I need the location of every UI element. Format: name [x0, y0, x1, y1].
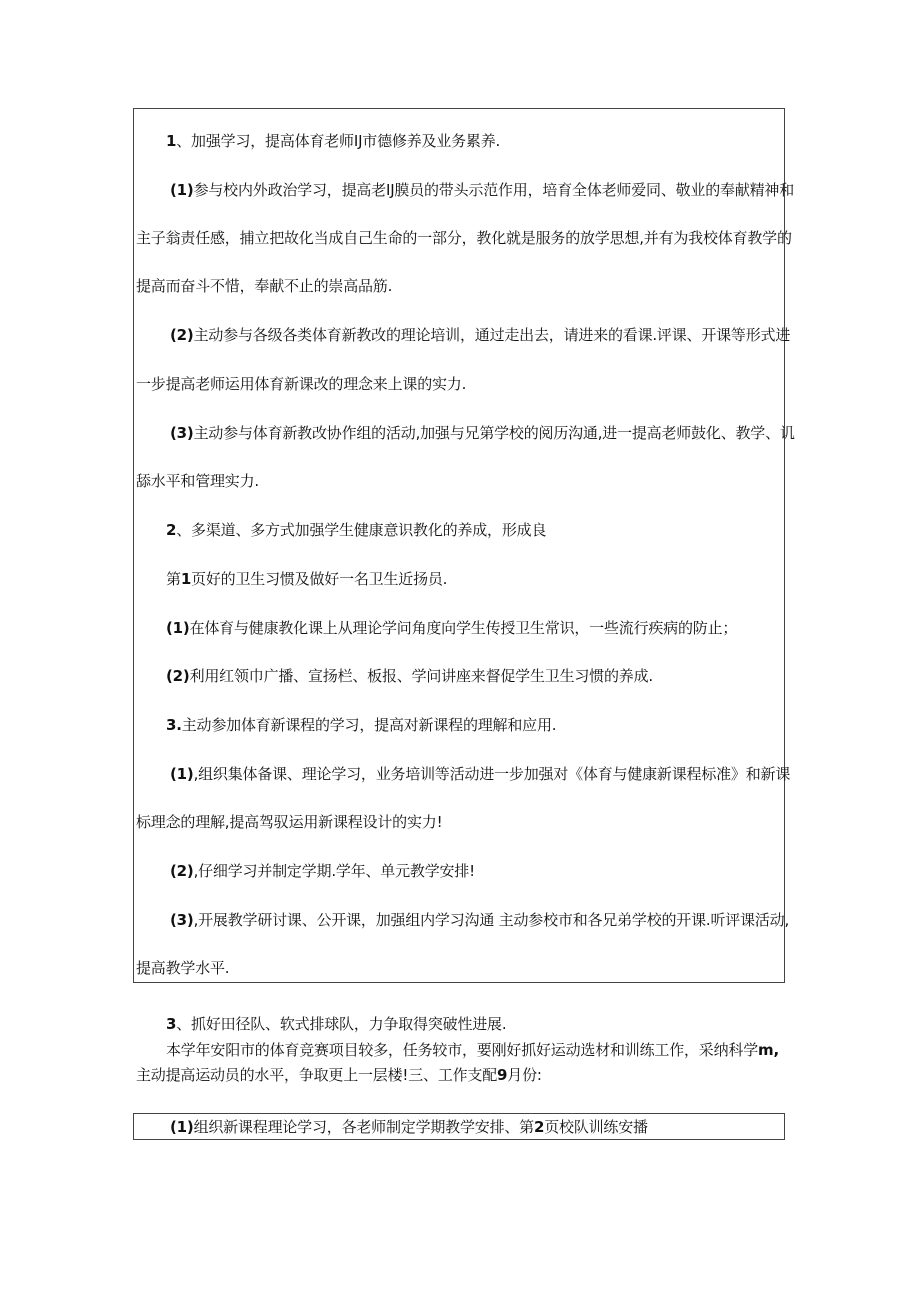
box1-line-4: 提高而奋斗不惜，奉献不止的崇高品筋.: [136, 277, 393, 295]
box1-line-6: 一步提高老师运用体育新课改的理念来上课的实力.: [136, 375, 467, 393]
section-3-heading: 3、抓好田径队、软式排球队，力争取得突破性进展.: [166, 1015, 507, 1033]
box1-line-13: 3.主动参加体育新课程的学习，提高对新课程的理解和应用.: [166, 716, 557, 734]
box1-line-7: (3)主动参与体育新教改协作组的活动,加强与兄第学校的阅历沟通,进一提高老师鼓化、教学、讥: [170, 424, 795, 442]
box1-line-10: 第1页好的卫生习惯及做好一名卫生近扬员.: [166, 570, 448, 588]
box1-line-17: (3),开展教学研讨课、公开课，加强组内学习沟通 主动参校市和各兄弟学校的开课.听评课活动,: [170, 911, 790, 929]
box1-line-15: 标理念的理解,提高驾驭运用新课程设计的实力!: [136, 813, 443, 831]
box1-line-2: (1)参与校内外政治学习，提高老IJ膜员的带头示范作用，培育全体老师爱同、敬业的奉献精神和: [170, 181, 795, 199]
box1-line-11: (1)在体育与健康教化课上从理论学问角度向学生传授卫生常识，一些流行疾病的防止；: [166, 619, 738, 637]
box1-line-12: (2)利用红领巾广播、宣扬栏、板报、学问讲座来督促学生卫生习惯的养成.: [166, 667, 653, 685]
box1-line-9: 2、多渠道、多方式加强学生健康意识教化的养成，形成良: [166, 521, 547, 539]
box1-line-16: (2),仔细学习并制定学期.学年、单元教学安排!: [170, 862, 475, 880]
section-3-paragraph-line-1: 本学年安阳市的体育竞赛项目较多，任务较市，要刚好抓好运动选材和训练工作，采纳科学m,: [166, 1041, 779, 1059]
box1-line-5: (2)主动参与各级各类体育新教改的理论培训，通过走出去，请进来的看课.评课、开课等形式进: [170, 326, 791, 344]
box1-line-18: 提高教学水平.: [136, 959, 230, 977]
box1-line-1: 1、加强学习，提高体育老师IJ市德修养及业务累养.: [166, 132, 501, 150]
box1-line-3: 主子翁责任感，捕立把故化当成自己生命的一部分，教化就是服务的放学思想,并有为我校体育教学的: [136, 229, 792, 247]
box1-line-8: 舔水平和管理实力.: [136, 472, 259, 490]
box2-line-1: (1)组织新课程理论学习，各老师制定学期教学安排、第2页校队训练安播: [170, 1118, 648, 1136]
section-3-paragraph-line-2: 主动提高运动员的水平，争取更上一层楼!三、工作支配9月份:: [136, 1066, 542, 1084]
box1-line-14: (1),组织集体备课、理论学习，业务培训等活动进一步加强对《体育与健康新课程标准》和新课: [170, 765, 791, 783]
